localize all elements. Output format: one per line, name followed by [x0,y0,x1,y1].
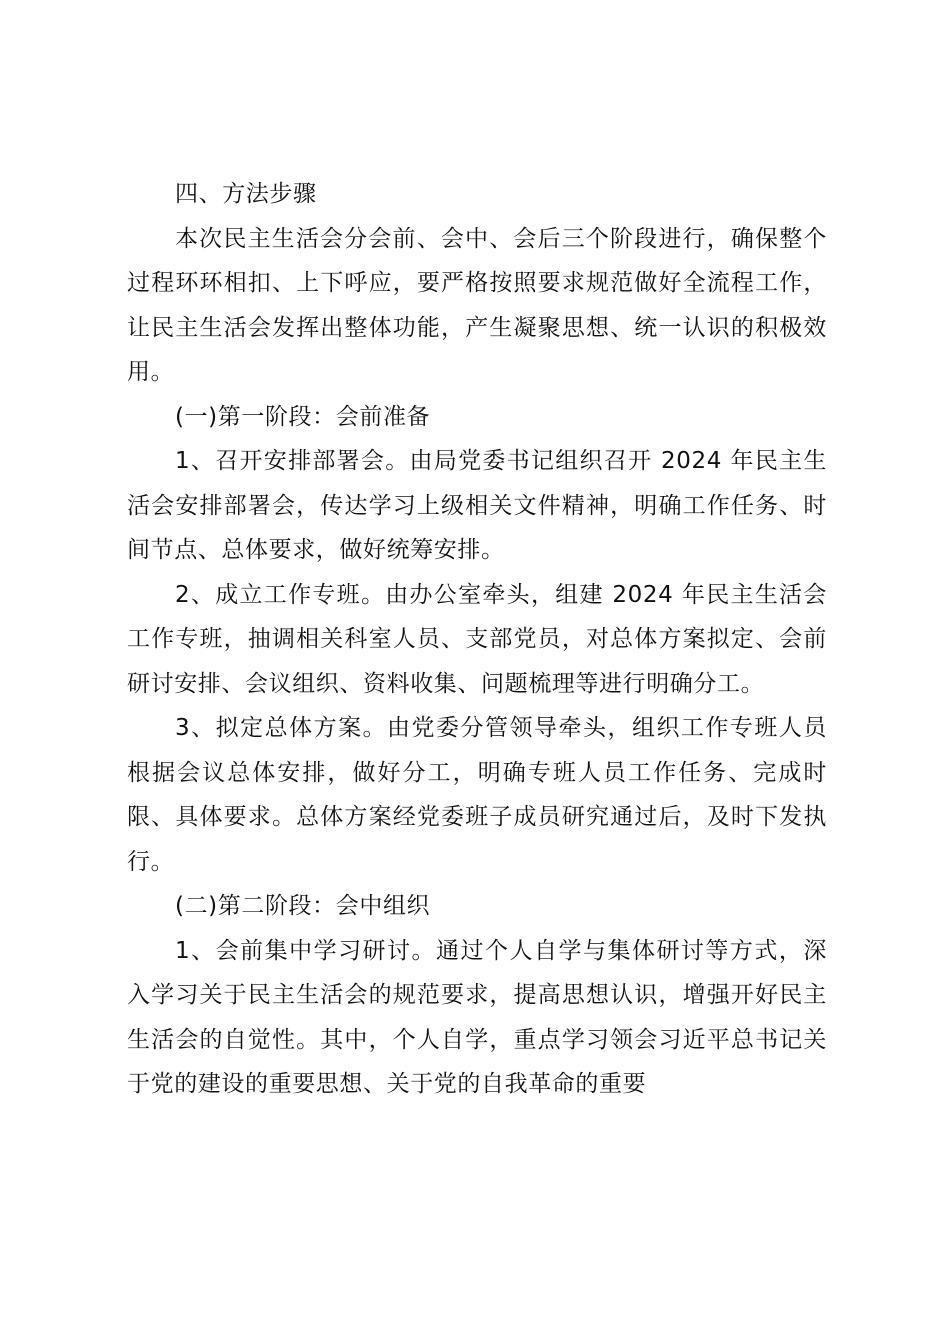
subsection-heading: (一)第一阶段：会前准备 [175,403,431,430]
paragraph: 3、拟定总体方案。由党委分管领导牵头，组织工作专班人员根据会议总体安排，做好分工，明确专班人员工作任务、完成时限、具体要求。总体方案经党委班子成员研究通过后，及时下发执行。 [127,715,827,875]
paragraph: 本次民主生活会分会前、会中、会后三个阶段进行，确保整个过程环环相扣、上下呼应，要严格按照要求规范做好全流程工作，让民主生活会发挥出整体功能，产生凝聚思想、统一认识的积极效用。 [127,225,827,385]
document-body [127,172,827,1107]
section-heading: 四、方法步骤 [175,181,317,207]
paragraph: 1、会前集中学习研讨。通过个人自学与集体研讨等方式，深入学习关于民主生活会的规范要求，提高思想认识，增强开好民主生活会的自觉性。其中，个人自学，重点学习领会习近平总书记关于党的建设的重要思想、关于党的自我革命的重要 [127,937,827,1097]
paragraph: 2、成立工作专班。由办公室牵头，组建 2024 年民主生活会工作专班，抽调相关科室人员、支部党员，对总体方案拟定、会前研讨安排、会议组织、资料收集、问题梳理等进行明确分工。 [127,581,827,697]
paragraph: 1、召开安排部署会。由局党委书记组织召开 2024 年民主生活会安排部署会，传达学习上级相关文件精神，明确工作任务、时间节点、总体要求，做好统筹安排。 [127,448,827,563]
subsection-heading: (二)第二阶段：会中组织 [175,893,431,919]
